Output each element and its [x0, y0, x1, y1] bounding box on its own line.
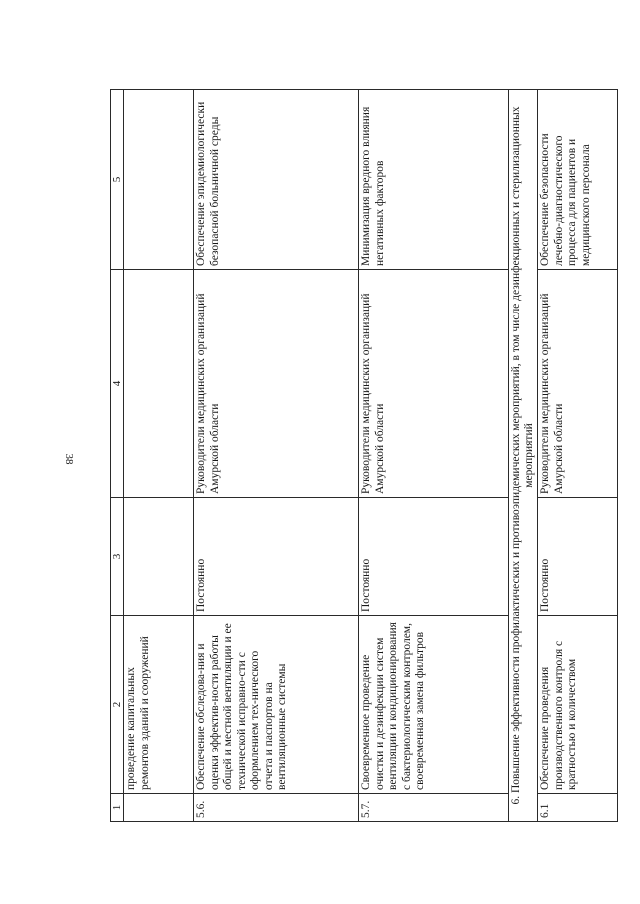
activity-cell: Своевременное проведение очистки и дезинфекции систем вентиляции и кондиционирования с бактериологическим контролем, своевременная замена фильтров — [359, 616, 509, 794]
row-number: 6.1 — [538, 794, 618, 822]
result-cell: Обеспечение безопасности лечебно-диагностического процесса для пациентов и медицинского персонала — [538, 90, 618, 270]
measures-table — [110, 89, 618, 822]
column-number: 3 — [111, 498, 124, 616]
responsible-cell: Руководители медицинских организаций Амурской области — [359, 270, 509, 498]
column-number-row — [111, 90, 124, 822]
row-number: 5.7. — [359, 794, 509, 822]
responsible-cell — [124, 270, 194, 498]
table-row — [194, 90, 359, 822]
section-row — [509, 90, 538, 822]
column-number: 4 — [111, 270, 124, 498]
section-heading: 6. Повышение эффективности профилактических и противоэпидемических мероприятий, в том числе дезинфекционных и стерилизационных мероприятий — [509, 90, 538, 822]
responsible-cell: Руководители медицинских организаций Амурской области — [194, 270, 359, 498]
result-cell: Обеспечение эпидемиологически безопасной больничной среды — [194, 90, 359, 270]
table-container — [110, 90, 612, 822]
term-cell: Постоянно — [538, 498, 618, 616]
activity-cell: проведение капитальных ремонтов зданий и сооружений — [124, 616, 194, 794]
column-number: 2 — [111, 616, 124, 794]
table-row — [538, 90, 618, 822]
term-cell: Постоянно — [359, 498, 509, 616]
activity-cell: Обеспечение обследова-ния и оценки эффектив-ности работы общей и местной вентиляции и ее технической исправно-сти с оформлением тех-нического отчета и паспортов на вентиляционные системы — [194, 616, 359, 794]
responsible-cell: Руководители медицинских организаций Амурской области — [538, 270, 618, 498]
table-row — [359, 90, 509, 822]
result-cell: Минимизация вредного влияния негативных факторов — [359, 90, 509, 270]
term-cell: Постоянно — [194, 498, 359, 616]
row-number — [124, 794, 194, 822]
page-number: 38 — [63, 453, 75, 465]
row-number: 5.6. — [194, 794, 359, 822]
result-cell — [124, 90, 194, 270]
activity-cell: Обеспечение проведения производственного контроля с кратностью и количеством — [538, 616, 618, 794]
column-number: 1 — [111, 794, 124, 822]
column-number: 5 — [111, 90, 124, 270]
table-row — [124, 90, 194, 822]
term-cell — [124, 498, 194, 616]
